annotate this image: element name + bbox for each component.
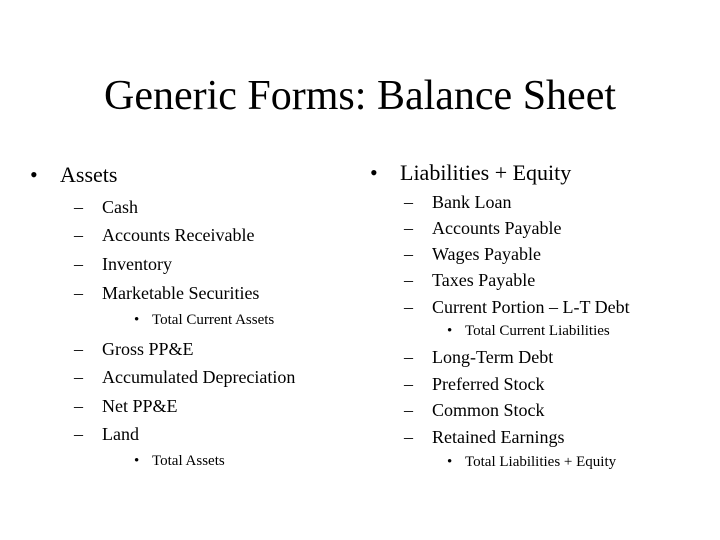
dash-marker: –	[74, 424, 83, 444]
dash-marker: –	[404, 427, 413, 447]
liability-item-label: Accounts Payable	[432, 218, 562, 238]
dash-marker: –	[404, 244, 413, 264]
asset-item-label: Cash	[102, 197, 138, 217]
liability-item-label: Current Portion – L-T Debt	[432, 297, 630, 317]
asset-item-label: Accumulated Depreciation	[102, 367, 296, 387]
dash-marker: –	[404, 192, 413, 212]
dash-marker: –	[74, 225, 83, 245]
liability-item-label: Common Stock	[432, 400, 545, 420]
dash-marker: –	[74, 283, 83, 303]
liability-item-label: Taxes Payable	[432, 270, 536, 290]
dash-marker: –	[74, 396, 83, 416]
bullet-marker: •	[30, 162, 38, 187]
asset-item-label: Marketable Securities	[102, 283, 260, 303]
assets-heading: Assets	[60, 162, 118, 187]
total-current-liabilities: Total Current Liabilities	[465, 323, 610, 339]
asset-item-label: Accounts Receivable	[102, 225, 255, 245]
dash-marker: –	[404, 400, 413, 420]
dash-marker: –	[404, 270, 413, 290]
bullet-marker: •	[447, 454, 453, 470]
liability-item-label: Bank Loan	[432, 192, 512, 212]
bullet-marker: •	[134, 312, 140, 328]
dash-marker: –	[74, 254, 83, 274]
total-liabilities-equity: Total Liabilities + Equity	[465, 454, 617, 470]
dash-marker: –	[404, 347, 413, 367]
total-assets: Total Assets	[152, 453, 225, 469]
dash-marker: –	[74, 197, 83, 217]
liability-item-label: Long-Term Debt	[432, 347, 554, 367]
asset-item-label: Net PP&E	[102, 396, 178, 416]
liability-item-label: Wages Payable	[432, 244, 542, 264]
asset-item-label: Inventory	[102, 254, 172, 274]
liability-item-label: Preferred Stock	[432, 374, 545, 394]
slide-title: Generic Forms: Balance Sheet	[104, 73, 616, 119]
bullet-marker: •	[447, 323, 453, 339]
dash-marker: –	[404, 374, 413, 394]
bullet-marker: •	[134, 453, 140, 469]
dash-marker: –	[74, 367, 83, 387]
dash-marker: –	[404, 218, 413, 238]
asset-item-label: Land	[102, 424, 139, 444]
dash-marker: –	[404, 297, 413, 317]
asset-item-label: Gross PP&E	[102, 339, 194, 359]
dash-marker: –	[74, 339, 83, 359]
liabilities-heading: Liabilities + Equity	[400, 160, 572, 185]
liability-item-label: Retained Earnings	[432, 427, 565, 447]
total-current-assets: Total Current Assets	[152, 312, 275, 328]
bullet-marker: •	[370, 160, 378, 185]
